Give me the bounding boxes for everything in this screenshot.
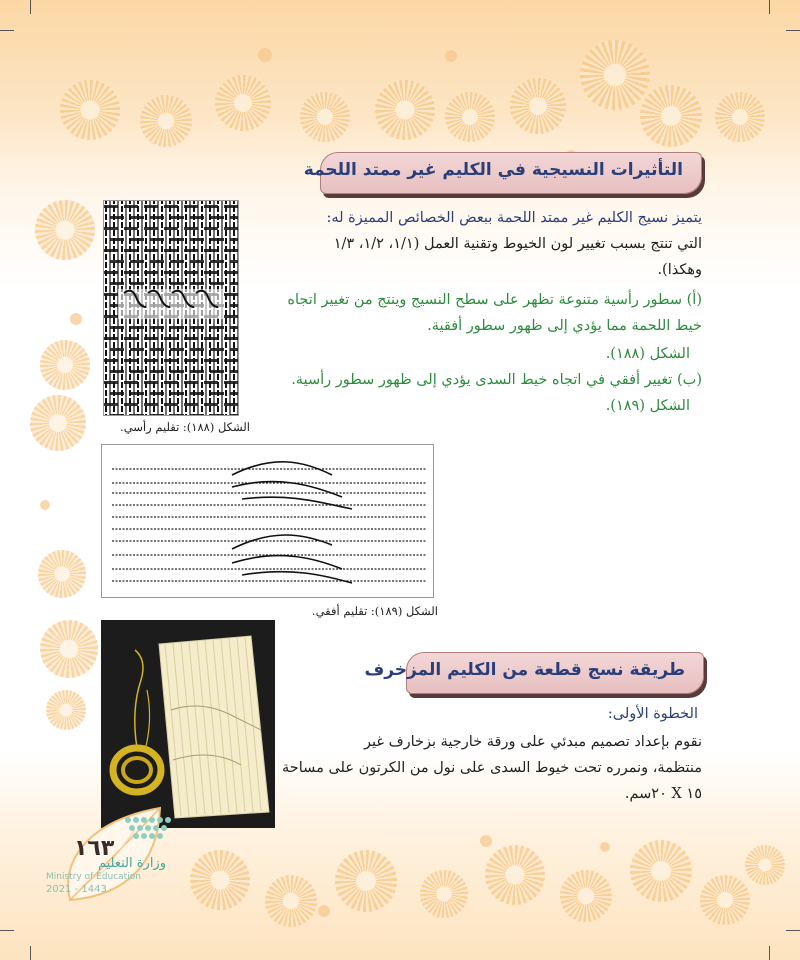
flower-decoration	[40, 340, 90, 390]
loom-illustration	[101, 620, 275, 828]
item-a-text: خيط اللحمة مما يؤدي إلى ظهور سطور أفقية.	[427, 318, 702, 334]
flower-decoration	[300, 92, 350, 142]
crop-mark	[769, 0, 770, 14]
step-text: ١٥ X ٢٠سم.	[624, 786, 702, 802]
crop-mark	[30, 0, 31, 14]
crop-mark	[0, 30, 14, 31]
flower-decoration	[265, 875, 317, 927]
flower-decoration	[420, 870, 468, 918]
flower-decoration	[335, 850, 397, 912]
item-b-text: الشكل (١٨٩).	[605, 398, 690, 414]
dot-decoration	[70, 313, 82, 325]
item-a-text: الشكل (١٨٨).	[605, 346, 690, 362]
flower-decoration	[510, 78, 566, 134]
horizontal-weave-pattern	[102, 445, 433, 597]
step-text: منتظمة، ونمرره تحت خيوط السدى على نول من الكرتون على مساحة	[281, 760, 702, 776]
crop-mark	[0, 930, 14, 931]
intro-text: يتميز نسيج الكليم غير ممتد اللحمة ببعض الخصائص المميزة له:	[326, 210, 702, 226]
body-text: التي تنتج بسبب تغيير لون الخيوط وتقنية العمل (١/١، ١/٢، ١/٣	[333, 236, 702, 252]
flower-decoration	[485, 845, 545, 905]
ministry-name-arabic: وزارة التعليم	[97, 856, 166, 871]
flower-decoration	[700, 875, 750, 925]
step-title: الخطوة الأولى:	[607, 706, 698, 722]
cardboard-loom-photo	[101, 620, 275, 828]
flower-decoration	[215, 75, 271, 131]
body-text: وهكذا).	[657, 262, 702, 278]
figure-189-caption: الشكل (١٨٩): تقليم أفقي.	[311, 604, 438, 618]
flower-decoration	[580, 40, 650, 110]
flower-decoration	[190, 850, 250, 910]
figure-189-image	[101, 444, 434, 598]
figure-188-caption: الشكل (١٨٨): تقليم رأسي.	[120, 420, 250, 434]
figure-188-image	[103, 200, 239, 416]
dot-decoration	[480, 835, 492, 847]
flower-decoration	[40, 620, 98, 678]
flower-decoration	[46, 690, 86, 730]
crop-mark	[786, 30, 800, 31]
section-title: طريقة نسج قطعة من الكليم المزخرف	[364, 660, 685, 680]
section-title-banner	[303, 152, 702, 194]
flower-decoration	[630, 840, 692, 902]
ministry-name-english: Ministry of Education	[46, 872, 141, 882]
flower-decoration	[35, 200, 95, 260]
flower-decoration	[745, 845, 785, 885]
page-number: ١٦٣	[74, 836, 115, 861]
flower-decoration	[560, 870, 612, 922]
section-title-banner	[364, 652, 704, 694]
edition-year: 2021 - 1443	[46, 884, 107, 895]
dot-decoration	[600, 842, 610, 852]
flower-decoration	[715, 92, 765, 142]
flower-decoration	[30, 395, 86, 451]
flower-decoration	[38, 550, 86, 598]
dot-decoration	[445, 50, 457, 62]
item-b-text: (ب) تغيير أفقي في اتجاه خيط السدى يؤدي إلى ظهور سطور رأسية.	[291, 372, 702, 388]
flower-decoration	[140, 95, 192, 147]
section-title: التأثيرات النسيجية في الكليم غير ممتد اللحمة	[303, 160, 683, 180]
flower-decoration	[60, 80, 120, 140]
flower-decoration	[640, 85, 702, 147]
vertical-weave-pattern	[104, 201, 238, 415]
flower-decoration	[375, 80, 435, 140]
crop-mark	[30, 946, 31, 960]
dot-decoration	[40, 500, 50, 510]
dot-decoration	[258, 48, 272, 62]
flower-decoration	[445, 92, 495, 142]
crop-mark	[769, 946, 770, 960]
item-a-text: (أ) سطور رأسية متنوعة تظهر على سطح النسيج وينتج من تغيير اتجاه	[287, 292, 702, 308]
dot-decoration	[318, 905, 330, 917]
step-text: نقوم بإعداد تصميم مبدئي على ورقة خارجية بزخارف غير	[364, 734, 702, 750]
ministry-logo-icon	[120, 812, 180, 842]
crop-mark	[786, 930, 800, 931]
